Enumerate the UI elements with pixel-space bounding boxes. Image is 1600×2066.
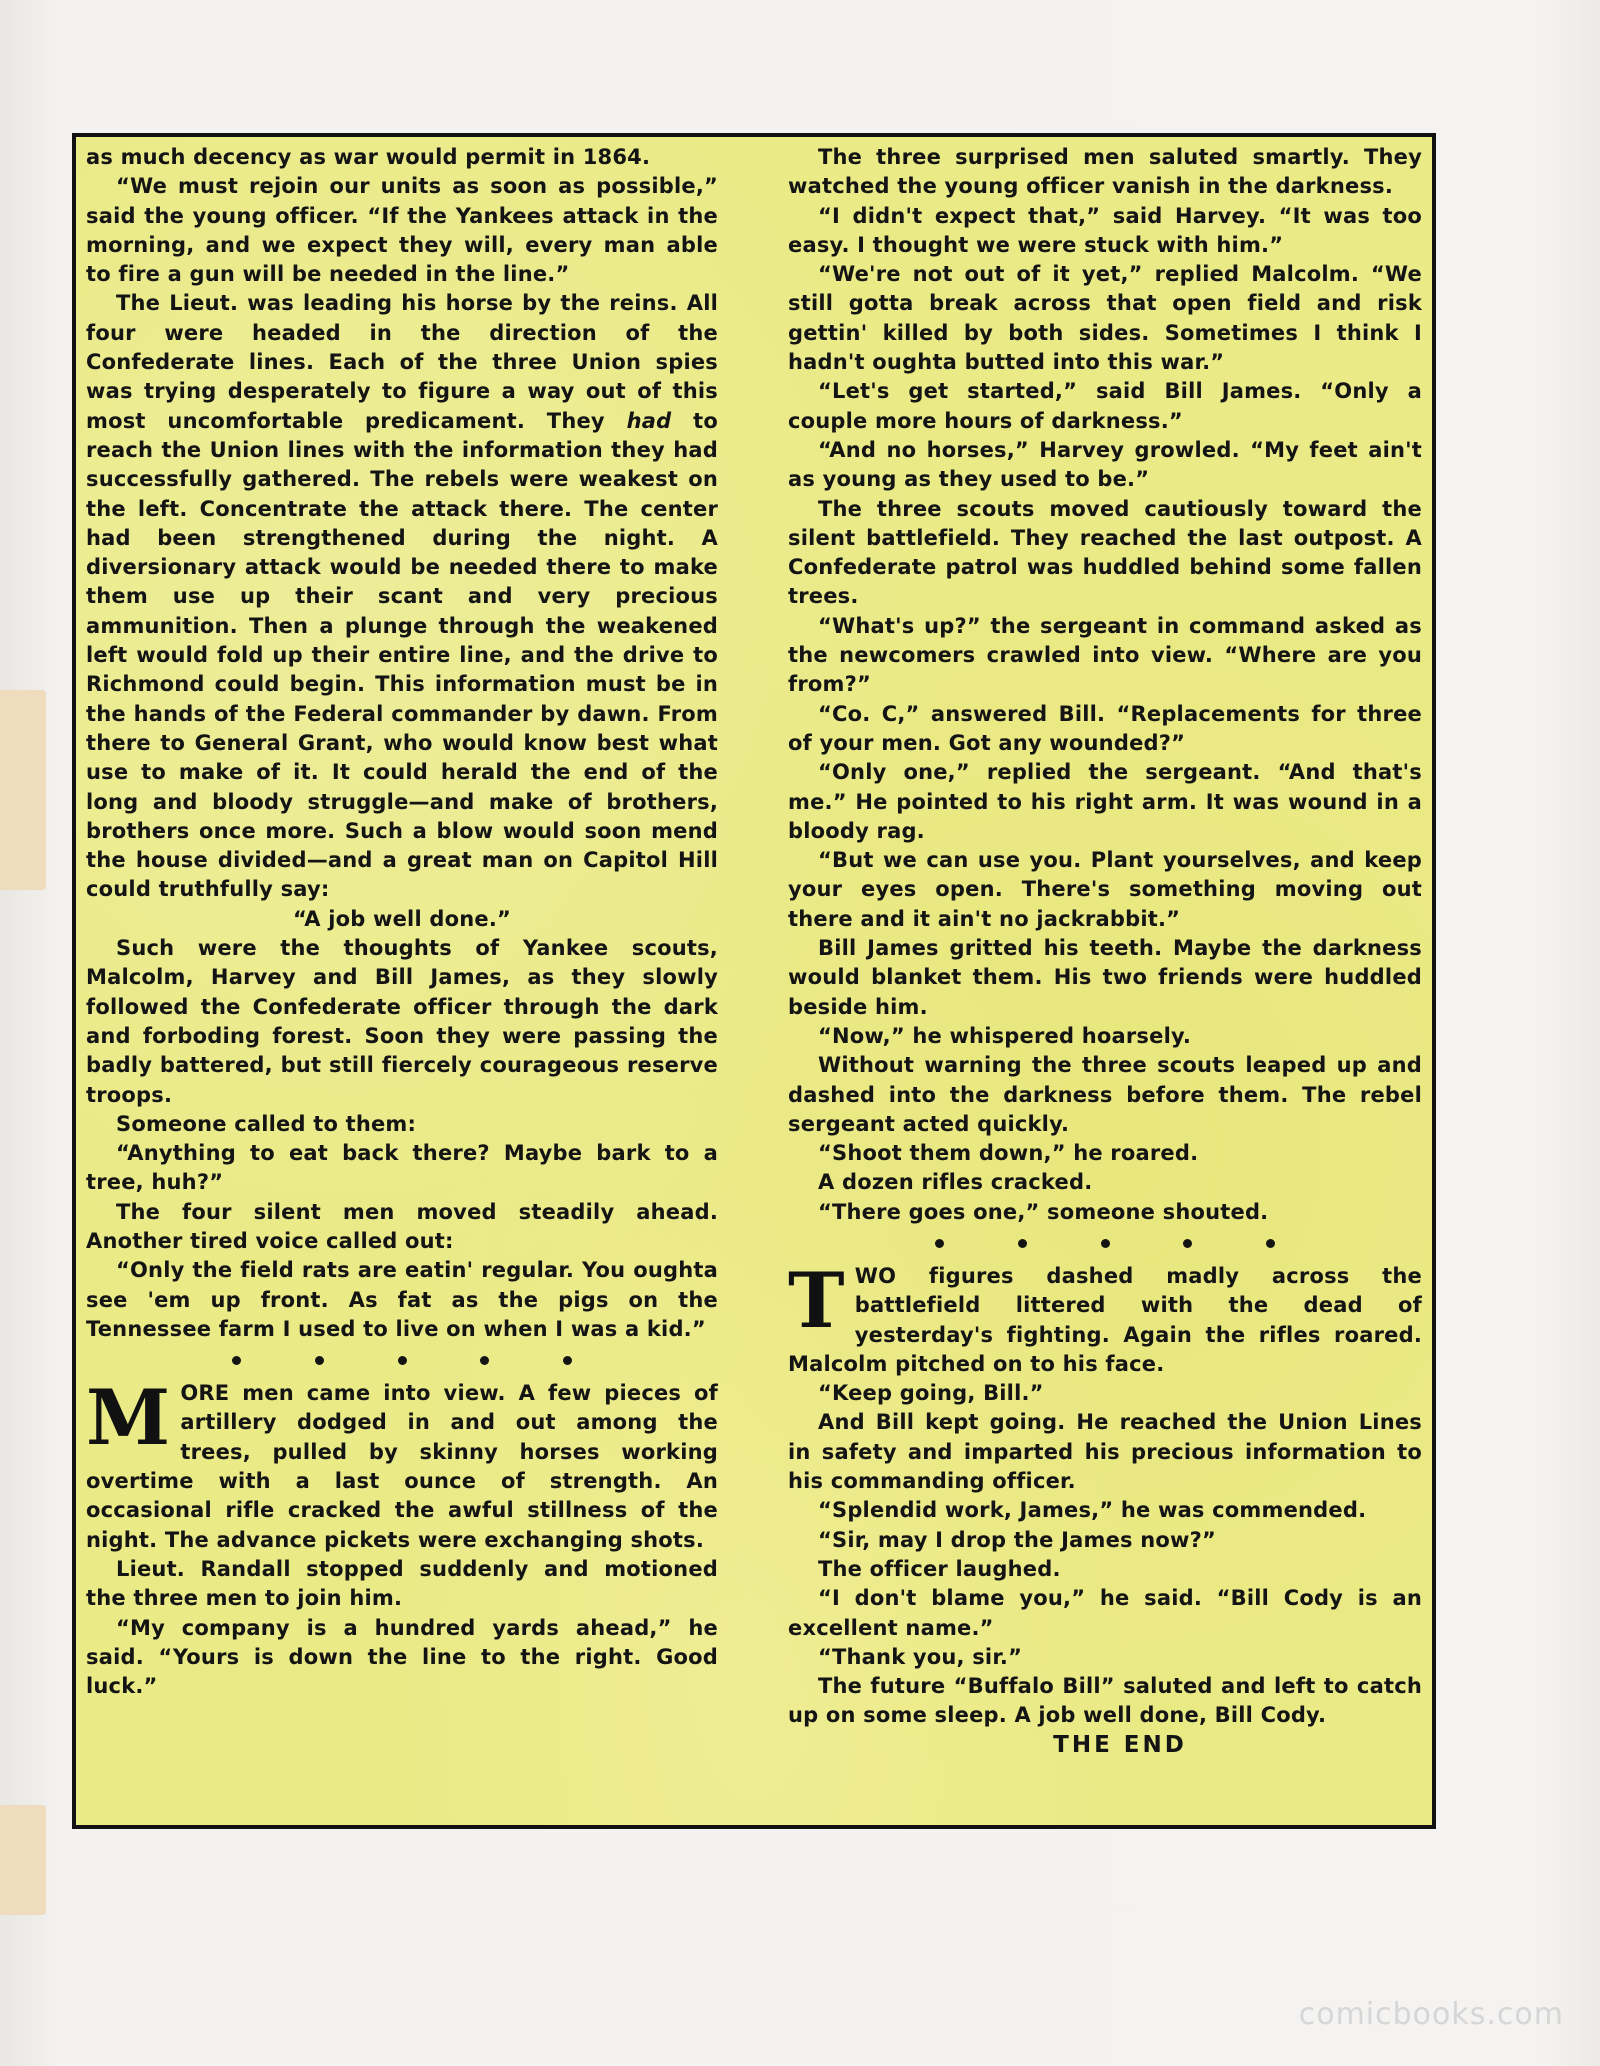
paragraph: as much decency as war would permit in 1864. [86,145,651,169]
paragraph: “Let's get started,” said Bill James. “Only a couple more hours of darkness.” [788,379,1422,433]
left-column [86,143,718,1701]
text-panel [72,133,1436,1829]
text-run: WO figures dashed madly across the battlefield littered with the dead of yesterday's fighting. Again the rifles roared. Malcolm pitched on to his face. [788,1263,1422,1376]
paragraph: “Anything to eat back there? Maybe bark to a tree, huh?” [86,1141,718,1195]
paragraph: The three surprised men saluted smartly. They watched the young officer vanish in the darkness. [788,145,1422,199]
paragraph: “I didn't expect that,” said Harvey. “It was too easy. I thought we were stuck with him.” [788,203,1422,257]
paragraph: Lieut. Randall stopped suddenly and motioned the three men to join him. [86,1556,718,1611]
paragraph: “What's up?” the sergeant in command asked as the newcomers crawled into view. “Where are you from?” [788,613,1422,697]
paragraph: “Keep going, Bill.” [818,1381,1044,1406]
paragraph: “We're not out of it yet,” replied Malcolm. “We still gotta break across that open field and risk gettin' killed by both sides. Sometimes I think I hadn't oughta butted into this war.” [788,262,1422,375]
paragraph: A dozen rifles cracked. [818,1170,1093,1195]
emphasis: had [626,408,672,433]
paragraph: “But we can use you. Plant yourselves, and keep your eyes open. There's something moving out there and it ain't no jackrabbit.” [788,848,1422,931]
watermark: comicbooks.com [1298,1997,1564,2032]
paragraph: And Bill kept going. He reached the Union Lines in safety and imparted his precious information to his commanding officer. [788,1410,1422,1494]
paragraph: “Thank you, sir.” [818,1644,1023,1669]
page-edge-mark [0,1805,46,1915]
paragraph: “I don't blame you,” he said. “Bill Cody is an excellent name.” [788,1586,1422,1640]
paragraph: Such were the thoughts of Yankee scouts, Malcolm, Harvey and Bill James, as they slowly followed the Confederate officer through the dark and forboding forest. Soon they were passing the badly battered, but still fiercely courageous reserve troops. [86,936,718,1107]
paragraph: “My company is a hundred yards ahead,” he said. “Yours is down the line to the right. Good luck.” [86,1615,718,1699]
paragraph [86,289,718,904]
text-run: to reach the Union lines with the information they had successfully gathered. The rebels were weakest on the left. Concentrate the attack there. The center had been strengthened during the night. A diversionary attack would be needed there to make them use up their scant and very precious ammunition. Then a plunge through the weakened left would fold up their entire line, and the drive to Richmond could begin. This information must be in the hands of the Federal commander by dawn. From there to General Grant, who would know best what use to make of it. It could herald the end of the long and bloody struggle—and make of brothers, brothers once more. Such a blow would soon mend the house divided—and a great man on Capitol Hill could truthfully say: [86,408,718,902]
page-edge-mark [0,690,46,890]
paragraph: “And no horses,” Harvey growled. “My feet ain't as young as they used to be.” [788,437,1422,492]
paragraph: “Now,” he whispered hoarsely. [818,1023,1192,1048]
section-separator [232,1356,572,1365]
paragraph: The future “Buffalo Bill” saluted and left to catch up on some sleep. A job well done, Bill Cody. [788,1674,1422,1728]
paragraph: Bill James gritted his teeth. Maybe the darkness would blanket them. His two friends were huddled beside him. [788,936,1422,1019]
paragraph [788,1255,1422,1379]
right-column [788,143,1422,1760]
drop-cap: M [86,1373,171,1463]
text-run: ORE men came into view. A few pieces of artillery dodged in and out among the trees, pulled by skinny horses working overtime with a last ounce of strength. An occasional rifle cracked the awful stillness of the night. The advance pickets were exchanging shots. [86,1381,718,1552]
paragraph [86,1373,718,1555]
paragraph: Without warning the three scouts leaped up and dashed into the darkness before them. The rebel sergeant acted quickly. [788,1053,1422,1136]
paragraph: “Only the field rats are eatin' regular. You oughta see 'em up front. As fat as the pigs on the Tennessee farm I used to live on when I was a kid.” [86,1258,718,1341]
paragraph: “Shoot them down,” he roared. [818,1141,1199,1166]
paragraph: “We must rejoin our units as soon as possible,” said the young officer. “If the Yankees attack in the morning, and we expect they will, every man able to fire a gun will be needed in the line.” [86,174,718,287]
paragraph: “Co. C,” answered Bill. “Replacements for three of your men. Got any wounded?” [788,701,1422,755]
paragraph: The four silent men moved steadily ahead. Another tired voice called out: [86,1199,718,1253]
drop-cap: T [788,1255,845,1345]
paragraph: “There goes one,” someone shouted. [818,1199,1269,1224]
paragraph: The officer laughed. [818,1556,1061,1581]
paragraph: Someone called to them: [116,1111,417,1136]
paragraph: The three scouts moved cautiously toward the silent battlefield. They reached the last outpost. A Confederate patrol was huddled behind some fallen trees. [788,496,1422,609]
text-run: The Lieut. was leading his horse by the reins. All four were headed in the direction of the Confederate lines. Each of the three Union spies was trying desperately to figure a way out of this most uncomfortable predicament. They [86,291,718,433]
paragraph: “A job well done.” [292,906,511,931]
section-separator [935,1239,1275,1248]
the-end-label: THE END [1053,1731,1187,1758]
paragraph: “Only one,” replied the sergeant. “And that's me.” He pointed to his right arm. It was wound in a bloody rag. [788,760,1422,843]
paragraph: “Sir, may I drop the James now?” [818,1527,1216,1552]
paragraph: “Splendid work, James,” he was commended. [818,1498,1367,1523]
